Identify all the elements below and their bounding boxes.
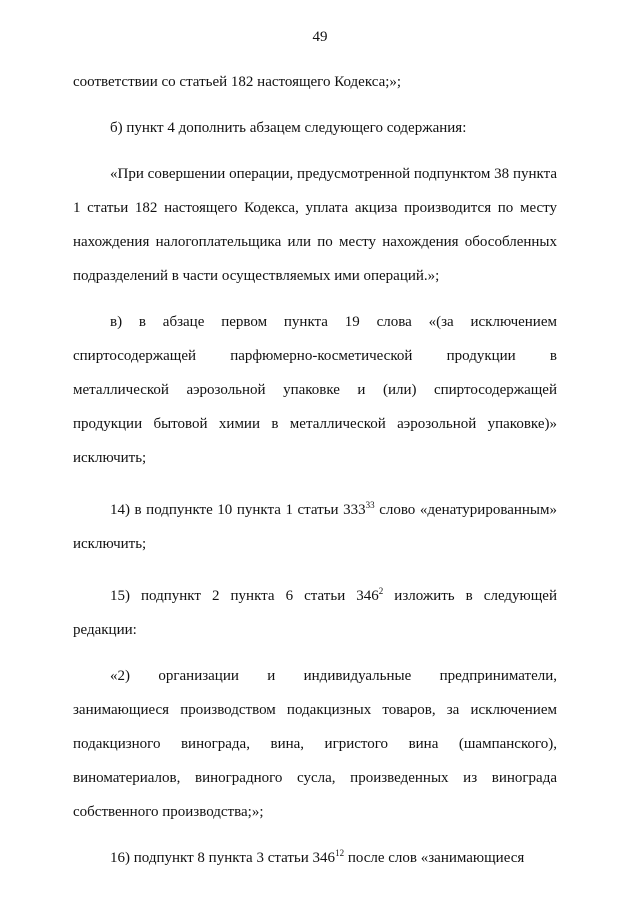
- article-number-superscript: 2: [378, 586, 384, 596]
- paragraph-continuation: соответствии со статьей 182 настоящего Кодекса;»;: [73, 74, 402, 90]
- paragraph-item-16: [73, 841, 557, 875]
- article-number-superscript: 12: [335, 848, 345, 858]
- paragraph-item-14-text-end: слово «денатурированным» исключить;: [73, 502, 557, 552]
- paragraph-item-16-text-end: после слов «занимающиеся: [344, 850, 525, 866]
- paragraph-item-14: [73, 493, 557, 561]
- paragraph-quoted-insert: «При совершении операции, предусмотренной подпунктом 38 пункта 1 статьи 182 настоящего Кодекса, уплата акциза производится по месту нахождения налогоплательщика или по месту нахождения обособленных подразделений в части осуществляемых ими операций.»;: [73, 166, 557, 284]
- paragraph-item-15-text: 15) подпункт 2 пункта 6 статьи 346: [110, 588, 379, 604]
- paragraph-item-15: [73, 579, 557, 647]
- paragraph-item-b: б) пункт 4 дополнить абзацем следующего содержания:: [110, 120, 467, 136]
- article-number-superscript: 33: [365, 500, 375, 510]
- paragraph-item-16-text: 16) подпункт 8 пункта 3 статьи 346: [110, 850, 336, 866]
- paragraph-item-v: в) в абзаце первом пункта 19 слова «(за исключением спиртосодержащей парфюмерно-косметической продукции в металлической аэрозольной упаковке и (или) спиртосодержащей продукции бытовой химии в металлической аэрозольной упаковке)» исключить;: [73, 314, 557, 466]
- paragraph-item-15-text-end: изложить в следующей редакции:: [73, 588, 557, 638]
- document-body: [73, 65, 557, 875]
- page-number: 49: [312, 29, 328, 45]
- paragraph-item-14-text: 14) в подпункте 10 пункта 1 статьи 333: [110, 502, 366, 518]
- paragraph-quoted-redaction: «2) организации и индивидуальные предприниматели, занимающиеся производством подакцизных товаров, за исключением подакцизного винограда, вина, игристого вина (шампанского), виноматериалов, виноградного сусла, произведенных из винограда собственного производства;»;: [73, 668, 557, 820]
